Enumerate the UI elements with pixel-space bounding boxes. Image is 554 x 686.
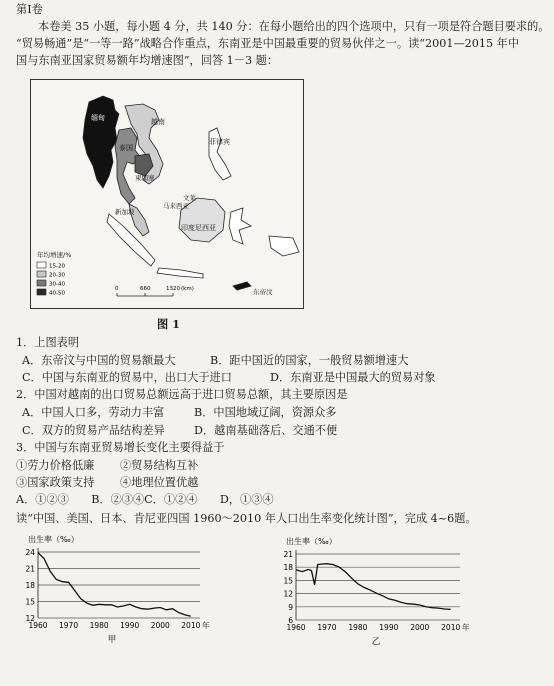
timor-shape [233,282,251,290]
scale-unit: (km) [181,286,194,292]
q1-stem: 1．上图表明 [16,336,80,349]
scale-bar [115,286,194,296]
chart-0-y-tick-label: 12 [25,614,35,623]
label-timor: 东帝汶 [253,288,273,296]
legend-label-2: 20-30 [49,272,65,279]
q3-item-4: ④地理位置优越 [120,476,199,489]
chart-1-y-tick-label: 6 [288,616,293,625]
chart-1-x-tick-label: 2010 [441,623,461,632]
chart-0-series-line [38,553,191,617]
chart-0-y-tick-label: 18 [25,581,35,590]
label-indonesia: 印度尼西亚 [181,224,216,232]
q2-option-c: C．双方的贸易产品结构差异 [22,424,165,437]
chart-0-x-tick-label: 1980 [89,621,109,630]
q2-option-a: A．中国人口多，劳动力丰富 [22,406,165,419]
chart-1-y-tick-label: 18 [283,563,293,573]
chart-0-x-tick-label: 2010 [181,621,201,630]
map-caption: 图 1 [157,317,180,331]
label-singapore: 新加坡 [115,208,135,216]
label-thailand: 泰国 [119,144,133,152]
chart-1-y-tick-label: 21 [283,550,293,559]
label-vietnam: 越南 [151,118,165,126]
legend-swatch-2 [37,271,46,277]
chart-1-x-tick-label: 1960 [286,623,306,632]
intro-line-3: 国与东南亚国家贸易额年均增速图”，回答 1－3 题： [16,54,279,67]
chart-1-y-tick-label: 9 [288,602,293,612]
q3-stem: 3．中国与东南亚贸易增长变化主要得益于 [16,441,225,454]
label-cambodia: 柬埔寨 [135,174,155,182]
chart-0-xlabel: 年 [202,621,210,630]
chart-0-x-tick-label: 2000 [150,621,170,630]
chart-1-y-tick-label: 15 [283,576,293,586]
chart-0-y-tick-label: 24 [25,548,35,557]
legend-swatch-1 [37,262,46,268]
chart-0-x-tick-label: 1990 [120,621,140,630]
label-myanmar: 缅甸 [91,114,105,122]
q3-item-1: ①劳力价格低廉 [16,459,95,472]
intro-line-2: “贸易畅通”是“一等一路”战略合作重点，东南亚是中国最重要的贸易伙伴之一。读“2001—2015 年中 [16,37,520,50]
birth-rate-chart-yi [276,534,476,652]
map-drawing [31,80,303,308]
q1-option-b: B．距中国近的国家，一般贸易额增速大 [210,354,409,367]
java-shape [157,268,203,278]
legend-swatch-3 [37,280,46,286]
label-brunei: 文莱 [183,194,196,202]
philippines-shape [209,128,231,180]
chart-0-caption: 甲 [107,635,117,645]
chart-1-y-tick-label: 12 [283,589,293,599]
q2-option-d: D．越南基础落后、交通不便 [194,424,338,437]
chart-1-series-line [296,564,451,610]
q3-choices: A．①②③ B．②③④C．①②④ D，①③④ [16,493,274,506]
legend [37,262,65,297]
legend-title: 年均增速/% [37,251,72,259]
southeast-asia-map [30,79,304,309]
chart-1-x-tick-label: 1990 [379,623,399,632]
legend-label-4: 40-50 [49,290,65,297]
q3-item-2: ②贸易结构互补 [120,459,199,472]
label-malaysia: 马来西亚 [163,202,189,210]
q2-option-b: B．中国地域辽阔，资源众多 [194,406,337,419]
label-philippines: 菲律宾 [209,138,230,146]
chart-1-ylabel: 出生率（‰） [286,537,337,546]
papua-shape [269,236,299,256]
chart-0-x-tick-label: 1970 [59,621,79,630]
chart-0-y-tick-label: 21 [25,564,35,574]
scale-label-660: 660 [140,286,151,292]
sulawesi-shape [229,208,251,244]
chart-0-x-tick-label: 1960 [28,621,48,630]
birth-rate-chart-jia [16,532,216,650]
section-title: 第Ⅰ卷 [16,3,43,16]
chart-1-x-tick-label: 1980 [348,623,368,632]
q3-item-3: ③国家政策支持 [16,476,95,489]
q1-option-c: C．中国与东南亚的贸易中，出口大于进口 [22,371,232,384]
q1-option-a: A．东帝汶与中国的贸易额最大 [22,354,176,367]
sumatra-shape [107,214,155,266]
scale-label-1320: 1320 [166,286,180,292]
legend-swatch-4 [37,289,46,295]
chart-0-y-tick-label: 15 [25,597,35,607]
read-instruction-2: 读“中国、美国、日本、肯尼亚四国 1960～2010 年人口出生率变化统计图”，完成 4~6题。 [16,512,477,525]
chart-1-x-tick-label: 1970 [317,623,337,632]
myanmar-shape [83,96,119,188]
q1-option-d: D．东南亚是中国最大的贸易对象 [270,371,436,384]
chart-1-xlabel: 年 [462,623,470,632]
legend-label-3: 30-40 [49,281,65,288]
chart-1-caption: 乙 [371,637,381,647]
scale-label-0: 0 [115,286,119,292]
q2-stem: 2．中国对越南的出口贸易总额远高于进口贸易总额，其主要原因是 [16,388,348,401]
chart-0-ylabel: 出生率（‰） [28,535,79,544]
intro-line-1: 本卷美 35 小题，每小题 4 分，共 140 分：在每小题给出的四个选项中，只有一项是符合题目要求的。 [38,20,550,33]
legend-label-1: 15-20 [49,263,65,270]
chart-1-x-tick-label: 2000 [410,623,430,632]
